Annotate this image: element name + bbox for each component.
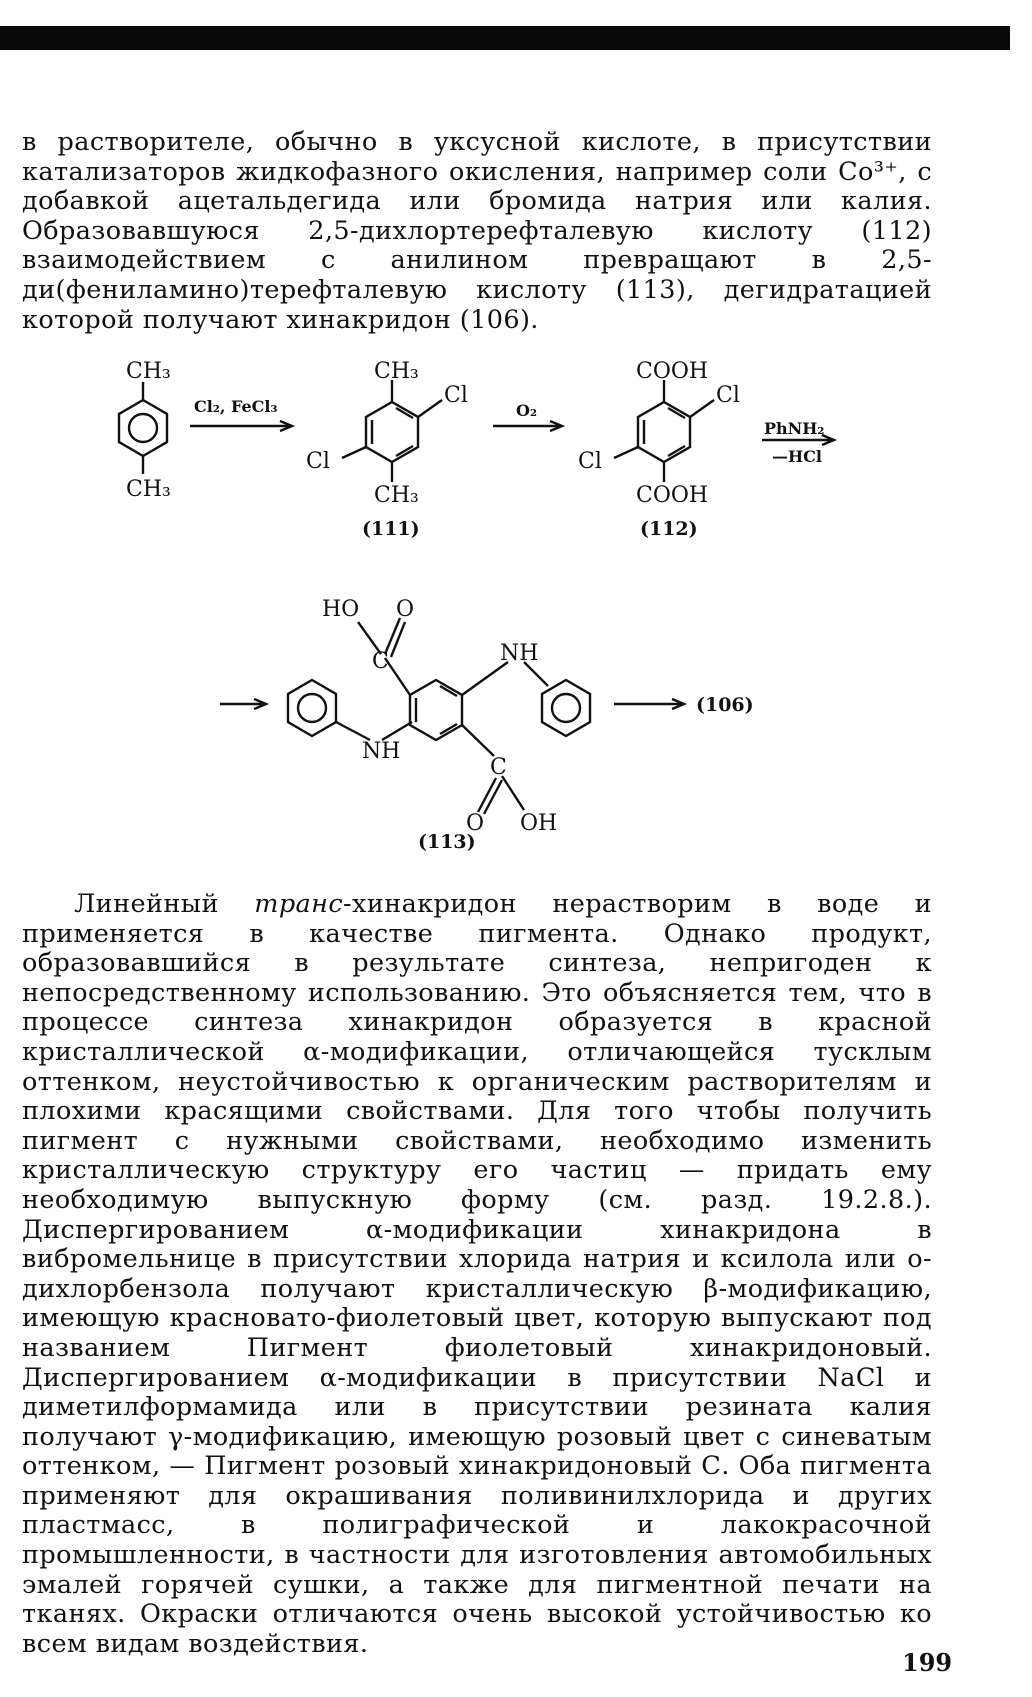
cooh-bottom-3: COOH — [636, 483, 709, 508]
cl-right-2: Cl — [444, 383, 468, 408]
cl-left-3: Cl — [578, 449, 602, 474]
oh-bottom-label: OH — [520, 811, 558, 836]
reagent-cl2-fecl3: Cl₂, FeCl₃ — [194, 397, 278, 416]
paragraph-2-lead: Линейный — [74, 889, 255, 919]
compound-label-113: (113) — [418, 831, 476, 853]
page-number: 199 — [902, 1648, 953, 1677]
reagent-o2: O₂ — [516, 401, 537, 420]
o-bottom-label: O — [466, 811, 485, 836]
o-top-label: O — [396, 597, 415, 622]
top-bar — [0, 26, 1010, 50]
paragraph-2 — [22, 890, 932, 1659]
ch3-top-1: CH₃ — [126, 360, 171, 384]
reaction-scheme — [0, 360, 1032, 860]
c-bottom-label: C — [490, 755, 507, 780]
paragraph-2-trans: транс — [254, 889, 344, 919]
nh-bottom-label: NH — [362, 739, 401, 764]
ch3-bottom-2: CH₃ — [374, 483, 419, 508]
cl-left-2: Cl — [306, 449, 330, 474]
paragraph-2-rest: -хинакридон нерастворим в воде и применяется в качестве пигмента. Однако продукт, образовавшийся в результате синтеза, непригоден к непосредственному использованию. Это объясняется тем, что в процессе синтеза хинакридон образуется в красной кристаллической α-модификации, отличающейся тусклым оттенком, неустойчивостью к органическим растворителям и плохими красящими свойствами. Для того чтобы получить пигмент с нужными свойствами, необходимо изменить кристаллическую структуру его частиц — придать ему необходимую выпускную форму (см. разд. 19.2.8.). Диспергированием α-модификации хинакридона в вибромельнице в присутствии хлорида натрия и ксилола или о-дихлорбензола получают кристаллическую β-модификацию, имеющую красновато-фиолетовый цвет, которую выпускают под названием Пигмент фиолетовый хинакридоновый. Диспергированием α-модификации в присутствии NaCl и диметилформамида или в присутствии резината калия получают γ-модификацию, имеющую розовый цвет с синеватым оттенком, — Пигмент розовый хинакридоновый С. Оба пигмента применяют для окрашивания поливинилхлорида и других пластмасс, в полиграфической и лакокрасочной промышленности, в частности для изготовления автомобильных эмалей горячей сушки, а также для пигментной печати на тканях. Окраски отличаются очень высокой устойчивостью ко всем видам воздействия. — [22, 889, 932, 1659]
cooh-top-3: COOH — [636, 360, 709, 384]
ch3-bottom-1: CH₃ — [126, 477, 171, 502]
nh-top-label: NH — [500, 641, 539, 666]
ho-label: HO — [322, 597, 360, 622]
compound-label-111: (111) — [362, 518, 420, 540]
reagent-minus-hcl: —HCl — [772, 447, 822, 466]
compound-label-112: (112) — [640, 518, 698, 540]
reagent-phnh2: PhNH₂ — [764, 419, 825, 438]
cl-right-3: Cl — [716, 383, 740, 408]
ch3-top-2: CH₃ — [374, 360, 419, 384]
paragraph-1: в растворителе, обычно в уксусной кислоте, в присутствии катализаторов жидкофазного окисления, например соли Co³⁺, с добавкой ацетальдегида или бромида натрия или калия. Образовавшуюся 2,5-дихлортерефталевую кислоту (112) взаимодействием с анилином превращают в 2,5-ди(фениламино)терефталевую кислоту (113), дегидратацией которой получают хинакридон (106). — [22, 127, 932, 335]
product-label-106: (106) — [696, 694, 754, 716]
c-top-label: C — [372, 649, 389, 674]
